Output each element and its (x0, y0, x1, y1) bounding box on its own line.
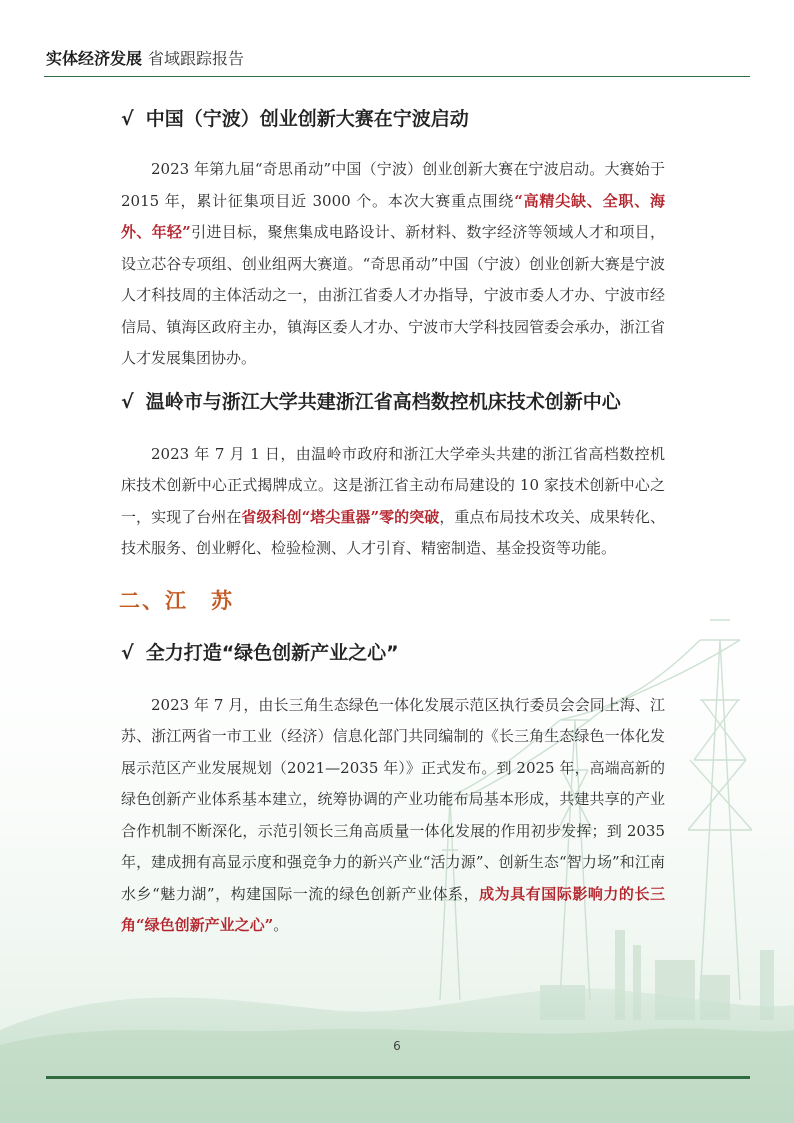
footer-divider (46, 1076, 750, 1079)
section-heading-wenling (121, 384, 665, 420)
page-number: 6 (393, 1039, 401, 1053)
section-title: 全力打造“绿色创新产业之心” (145, 641, 399, 664)
header-divider (44, 76, 750, 77)
header-title-bold: 实体经济发展 (46, 49, 143, 68)
paragraph-green-innovation (121, 690, 665, 942)
check-icon: √ (121, 108, 134, 130)
section-title: 温岭市与浙江大学共建浙江省高档数控机床技术创新中心 (145, 390, 621, 413)
page-header (46, 44, 244, 74)
paragraph-text: 引进目标，聚焦集成电路设计、新材料、数字经济等领域人才和项目，设立芯谷专项组、创业组两大赛道。“奇思甬动”中国（宁波）创业创新大赛是宁波人才科技周的主体活动之一，由浙江省委人才办指导，宁波市委人才办、宁波市经信局、镇海区政府主办，镇海区委人才办、宁波市大学科技园管委会承办，浙江省人才发展集团协办。 (121, 223, 665, 367)
section-title: 中国（宁波）创业创新大赛在宁波启动 (145, 108, 469, 130)
section-heading-ningbo (121, 101, 665, 137)
highlight-text: “高精尖缺、全职、海外、年轻” (121, 191, 665, 241)
header-title-light: 省域跟踪报告 (148, 49, 245, 68)
highlight-text: 省级科创“塔尖重器”零的突破 (241, 507, 440, 526)
paragraph-ningbo (121, 154, 665, 375)
paragraph-text: ，重点布局技术攻关、成果转化、技术服务、创业孵化、检验检测、人才引育、精密制造、基金投资等功能。 (121, 507, 665, 557)
check-icon: √ (121, 390, 134, 413)
paragraph-text: 2023 年 7 月 1 日，由温岭市政府和浙江大学牵头共建的浙江省高档数控机床技术创新中心正式揭牌成立。这是浙江省主动布局建设的 10 家技术创新中心之一，实现了台州在 (121, 444, 665, 526)
chapter-heading-jiangsu: 二、江 苏 (119, 588, 234, 613)
highlight-text: 成为具有国际影响力的长三角“绿色创新产业之心” (121, 884, 665, 934)
section-heading-green-innovation (121, 635, 665, 671)
paragraph-wenling (121, 439, 665, 565)
main-content (121, 100, 665, 942)
paragraph-text: 2023 年 7 月，由长三角生态绿色一体化发展示范区执行委员会会同上海、江苏、浙江两省一市工业（经济）信息化部门共同编制的《长三角生态绿色一体化发展示范区产业发展规划（2021—2035 年）》正式发布。到 2025 年，高端高新的绿色创新产业体系基本建立，统筹协调的产业功能布局基本形成，共建共享的产业合作机制不断深化，示范引领长三角高质量一体化发展的作用初步发挥；到 2035 年，建成拥有高显示度和强竞争力的新兴产业“活力源”、创新生态“智力场”和江南水乡“魅力湖”，构建国际一流的绿色创新产业体系， (121, 695, 665, 903)
check-icon: √ (121, 641, 134, 664)
paragraph-text: 。 (273, 916, 289, 934)
paragraph-text: 2023 年第九届“奇思甬动”中国（宁波）创业创新大赛在宁波启动。大赛始于 2015 年，累计征集项目近 3000 个。本次大赛重点围绕 (121, 160, 665, 210)
